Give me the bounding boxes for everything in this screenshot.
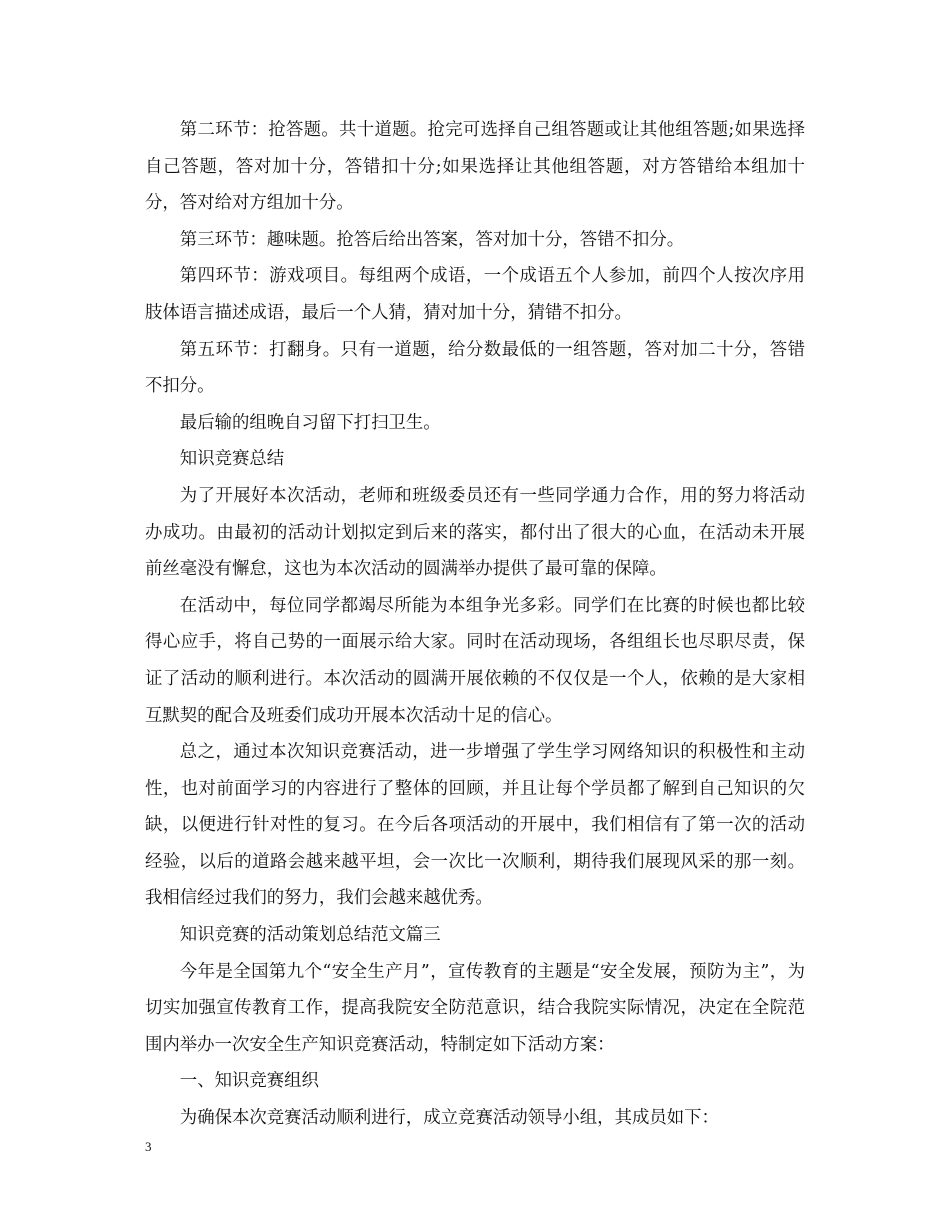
paragraph-round-three: 第三环节：趣味题。抢答后给出答案，答对加十分，答错不扣分。 xyxy=(179,229,685,250)
section-heading-part-three: 知识竞赛的活动策划总结范文篇三 xyxy=(179,925,441,946)
paragraph-conclusion: 总之，通过本次知识竞赛活动，进一步增强了学生学习网络知识的积极性和主动性，也对前面学习的内容进行了整体的回顾，并且让每个学员都了解到自己知识的欠缺，以便进行针对性的复习。在今后各项活动的开展中，我们相信有了第一次的活动经验，以后的道路会越来越平坦，会一次比一次顺利，期待我们展现风采的那一刻。我相信经过我们的努力，我们会越来越优秀。 xyxy=(145,742,805,909)
document-body xyxy=(145,112,805,1137)
paragraph-round-five: 第五环节：打翻身。只有一道题，给分数最低的一组答题，答对加二十分，答错不扣分。 xyxy=(145,339,805,397)
paragraph-summary-intro: 为了开展好本次活动，老师和班级委员还有一些同学通力合作，用的努力将活动办成功。由最初的活动计划拟定到后来的落实，都付出了很大的心血，在活动未开展前丝毫没有懈怠，这也为本次活动的圆满举办提供了最可靠的保障。 xyxy=(145,485,805,580)
subheading-competition-organization: 一、知识竞赛组织 xyxy=(179,1071,319,1092)
paragraph-leadership-group: 为确保本次竞赛活动顺利进行，成立竞赛活动领导小组，其成员如下： xyxy=(179,1108,719,1129)
paragraph-safety-month: 今年是全国第九个“安全生产月”，宣传教育的主题是“安全发展，预防为主”，为切实加强宣传教育工作，提高我院安全防范意识，结合我院实际情况，决定在全院范围内举办一次安全生产知识竞赛活动，特制定如下活动方案： xyxy=(145,961,805,1055)
paragraph-round-four: 第四环节：游戏项目。每组两个成语，一个成语五个人参加，前四个人按次序用肢体语言描述成语，最后一个人猜，猜对加十分，猜错不扣分。 xyxy=(145,266,805,323)
page-number: 3 xyxy=(145,1139,152,1154)
paragraph-loser-duty: 最后输的组晚自习留下打扫卫生。 xyxy=(179,412,441,433)
paragraph-during-activity: 在活动中，每位同学都竭尽所能为本组争光多彩。同学们在比赛的时候也都比较得心应手，将自己势的一面展示给大家。同时在活动现场，各组组长也尽职尽责，保证了活动的顺利进行。本次活动的圆满开展依赖的不仅仅是一个人，依赖的是大家相互默契的配合及班委们成功开展本次活动十足的信心。 xyxy=(145,595,805,726)
section-heading-summary: 知识竞赛总结 xyxy=(179,449,285,470)
paragraph-round-two: 第二环节：抢答题。共十道题。抢完可选择自己组答题或让其他组答题;如果选择自己答题，答对加十分，答错扣十分;如果选择让其他组答题，对方答错给本组加十分，答对给对方组加十分。 xyxy=(145,120,805,214)
